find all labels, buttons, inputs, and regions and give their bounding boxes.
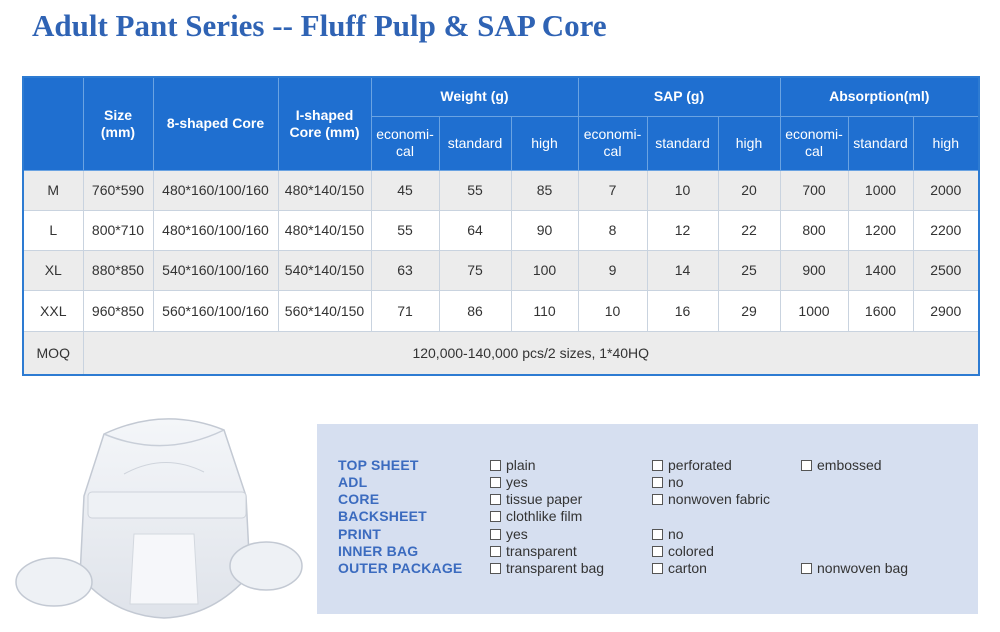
table-row bbox=[23, 170, 979, 210]
header-blank bbox=[23, 77, 83, 170]
cell-s-std: 12 bbox=[647, 210, 718, 250]
spec-table bbox=[22, 76, 980, 376]
header-8-shaped-core: 8-shaped Core bbox=[153, 77, 278, 170]
checkbox[interactable] bbox=[490, 529, 501, 540]
option-choice[interactable] bbox=[490, 560, 604, 576]
option-choice-label: perforated bbox=[668, 457, 732, 473]
cell-s-high: 29 bbox=[718, 290, 780, 331]
cell-a-high: 2900 bbox=[913, 290, 979, 331]
cell-a-high: 2000 bbox=[913, 170, 979, 210]
cell-w-eco: 63 bbox=[371, 250, 439, 290]
subheader-standard: standard bbox=[647, 116, 718, 170]
header-i-shaped-core: I-shaped Core (mm) bbox=[278, 77, 371, 170]
cell-coreI: 560*140/150 bbox=[278, 290, 371, 331]
checkbox[interactable] bbox=[652, 460, 663, 471]
option-choice[interactable] bbox=[801, 560, 908, 576]
checkbox[interactable] bbox=[652, 529, 663, 540]
option-choice[interactable] bbox=[652, 526, 684, 542]
option-row bbox=[317, 560, 978, 577]
checkbox[interactable] bbox=[490, 494, 501, 505]
cell-a-eco: 800 bbox=[780, 210, 848, 250]
subheader-high: high bbox=[511, 116, 578, 170]
option-choice[interactable] bbox=[801, 457, 882, 473]
subheader-economical: economi-cal bbox=[780, 116, 848, 170]
cell-s-high: 22 bbox=[718, 210, 780, 250]
cell-s-std: 16 bbox=[647, 290, 718, 331]
cell-s-eco: 8 bbox=[578, 210, 647, 250]
cell-w-std: 55 bbox=[439, 170, 511, 210]
cell-s-eco: 7 bbox=[578, 170, 647, 210]
option-choice-label: embossed bbox=[817, 457, 882, 473]
option-row bbox=[317, 457, 978, 474]
option-label: INNER BAG bbox=[338, 543, 419, 559]
header-size: Size (mm) bbox=[83, 77, 153, 170]
cell-a-std: 1400 bbox=[848, 250, 913, 290]
option-row bbox=[317, 526, 978, 543]
cell-a-high: 2500 bbox=[913, 250, 979, 290]
option-choice-label: no bbox=[668, 474, 684, 490]
subheader-standard: standard bbox=[848, 116, 913, 170]
checkbox[interactable] bbox=[652, 546, 663, 557]
cell-w-high: 85 bbox=[511, 170, 578, 210]
cell-s-eco: 9 bbox=[578, 250, 647, 290]
option-choice[interactable] bbox=[652, 457, 732, 473]
subheader-high: high bbox=[913, 116, 979, 170]
header-weight: Weight (g) bbox=[371, 77, 578, 116]
option-choice[interactable] bbox=[490, 457, 536, 473]
moq-label: MOQ bbox=[23, 331, 83, 375]
cell-s-std: 14 bbox=[647, 250, 718, 290]
option-choice[interactable] bbox=[490, 491, 582, 507]
option-choice-label: transparent bag bbox=[506, 560, 605, 576]
cell-core8: 480*160/100/160 bbox=[153, 170, 278, 210]
cell-w-high: 90 bbox=[511, 210, 578, 250]
cell-size: 800*710 bbox=[83, 210, 153, 250]
option-row bbox=[317, 508, 978, 525]
cell-a-eco: 900 bbox=[780, 250, 848, 290]
option-choice-label: nonwoven bag bbox=[817, 560, 909, 576]
cell-s-high: 25 bbox=[718, 250, 780, 290]
cell-a-high: 2200 bbox=[913, 210, 979, 250]
option-label: PRINT bbox=[338, 526, 381, 542]
table-row bbox=[23, 250, 979, 290]
checkbox[interactable] bbox=[801, 460, 812, 471]
cell-w-eco: 55 bbox=[371, 210, 439, 250]
option-choice[interactable] bbox=[652, 543, 714, 559]
cell-size: 960*850 bbox=[83, 290, 153, 331]
option-choice[interactable] bbox=[490, 508, 582, 524]
checkbox[interactable] bbox=[490, 477, 501, 488]
cell-core8: 480*160/100/160 bbox=[153, 210, 278, 250]
cell-s-eco: 10 bbox=[578, 290, 647, 331]
option-label: OUTER PACKAGE bbox=[338, 560, 463, 576]
header-sap: SAP (g) bbox=[578, 77, 780, 116]
option-choice-label: tissue paper bbox=[506, 491, 583, 507]
table-row bbox=[23, 210, 979, 250]
page-title: Adult Pant Series -- Fluff Pulp & SAP Core bbox=[32, 8, 607, 43]
option-row bbox=[317, 543, 978, 560]
option-choice-label: yes bbox=[506, 474, 528, 490]
cell-core8: 560*160/100/160 bbox=[153, 290, 278, 331]
cell-a-eco: 700 bbox=[780, 170, 848, 210]
option-choice-label: transparent bbox=[506, 543, 577, 559]
cell-w-eco: 71 bbox=[371, 290, 439, 331]
option-choice-label: no bbox=[668, 526, 684, 542]
cell-coreI: 540*140/150 bbox=[278, 250, 371, 290]
checkbox[interactable] bbox=[490, 563, 501, 574]
checkbox[interactable] bbox=[801, 563, 812, 574]
option-choice[interactable] bbox=[490, 526, 528, 542]
option-choice[interactable] bbox=[652, 474, 684, 490]
option-label: BACKSHEET bbox=[338, 508, 427, 524]
table-row bbox=[23, 290, 979, 331]
option-choice-label: nonwoven fabric bbox=[668, 491, 770, 507]
header-absorption: Absorption(ml) bbox=[780, 77, 979, 116]
option-choice-label: plain bbox=[506, 457, 536, 473]
cell-w-high: 100 bbox=[511, 250, 578, 290]
moq-value: 120,000-140,000 pcs/2 sizes, 1*40HQ bbox=[83, 331, 979, 375]
option-choice-label: yes bbox=[506, 526, 528, 542]
subheader-standard: standard bbox=[439, 116, 511, 170]
cell-label: M bbox=[23, 170, 83, 210]
option-choice-label: clothlike film bbox=[506, 508, 583, 524]
cell-label: L bbox=[23, 210, 83, 250]
option-choice-label: colored bbox=[668, 543, 714, 559]
checkbox[interactable] bbox=[490, 511, 501, 522]
checkbox[interactable] bbox=[490, 546, 501, 557]
option-choice[interactable] bbox=[490, 543, 577, 559]
options-panel bbox=[317, 424, 978, 614]
cell-s-std: 10 bbox=[647, 170, 718, 210]
cell-a-std: 1600 bbox=[848, 290, 913, 331]
cell-w-high: 110 bbox=[511, 290, 578, 331]
cell-size: 760*590 bbox=[83, 170, 153, 210]
cell-w-eco: 45 bbox=[371, 170, 439, 210]
checkbox[interactable] bbox=[652, 563, 663, 574]
option-choice[interactable] bbox=[652, 491, 770, 507]
checkbox[interactable] bbox=[490, 460, 501, 471]
checkbox[interactable] bbox=[652, 494, 663, 505]
cell-label: XL bbox=[23, 250, 83, 290]
cell-a-eco: 1000 bbox=[780, 290, 848, 331]
option-choice[interactable] bbox=[652, 560, 707, 576]
option-row bbox=[317, 491, 978, 508]
cell-size: 880*850 bbox=[83, 250, 153, 290]
option-label: TOP SHEET bbox=[338, 457, 419, 473]
option-choice-label: carton bbox=[668, 560, 707, 576]
cell-core8: 540*160/100/160 bbox=[153, 250, 278, 290]
checkbox[interactable] bbox=[652, 477, 663, 488]
cell-a-std: 1200 bbox=[848, 210, 913, 250]
option-choice[interactable] bbox=[490, 474, 528, 490]
subheader-economical: economi-cal bbox=[578, 116, 647, 170]
option-row bbox=[317, 474, 978, 491]
subheader-high: high bbox=[718, 116, 780, 170]
option-label: ADL bbox=[338, 474, 368, 490]
cell-coreI: 480*140/150 bbox=[278, 170, 371, 210]
cell-a-std: 1000 bbox=[848, 170, 913, 210]
option-label: CORE bbox=[338, 491, 380, 507]
cell-coreI: 480*140/150 bbox=[278, 210, 371, 250]
subheader-economical: economi-cal bbox=[371, 116, 439, 170]
adult-pant-illustration bbox=[14, 404, 304, 626]
cell-w-std: 86 bbox=[439, 290, 511, 331]
cell-w-std: 75 bbox=[439, 250, 511, 290]
cell-s-high: 20 bbox=[718, 170, 780, 210]
cell-w-std: 64 bbox=[439, 210, 511, 250]
cell-label: XXL bbox=[23, 290, 83, 331]
